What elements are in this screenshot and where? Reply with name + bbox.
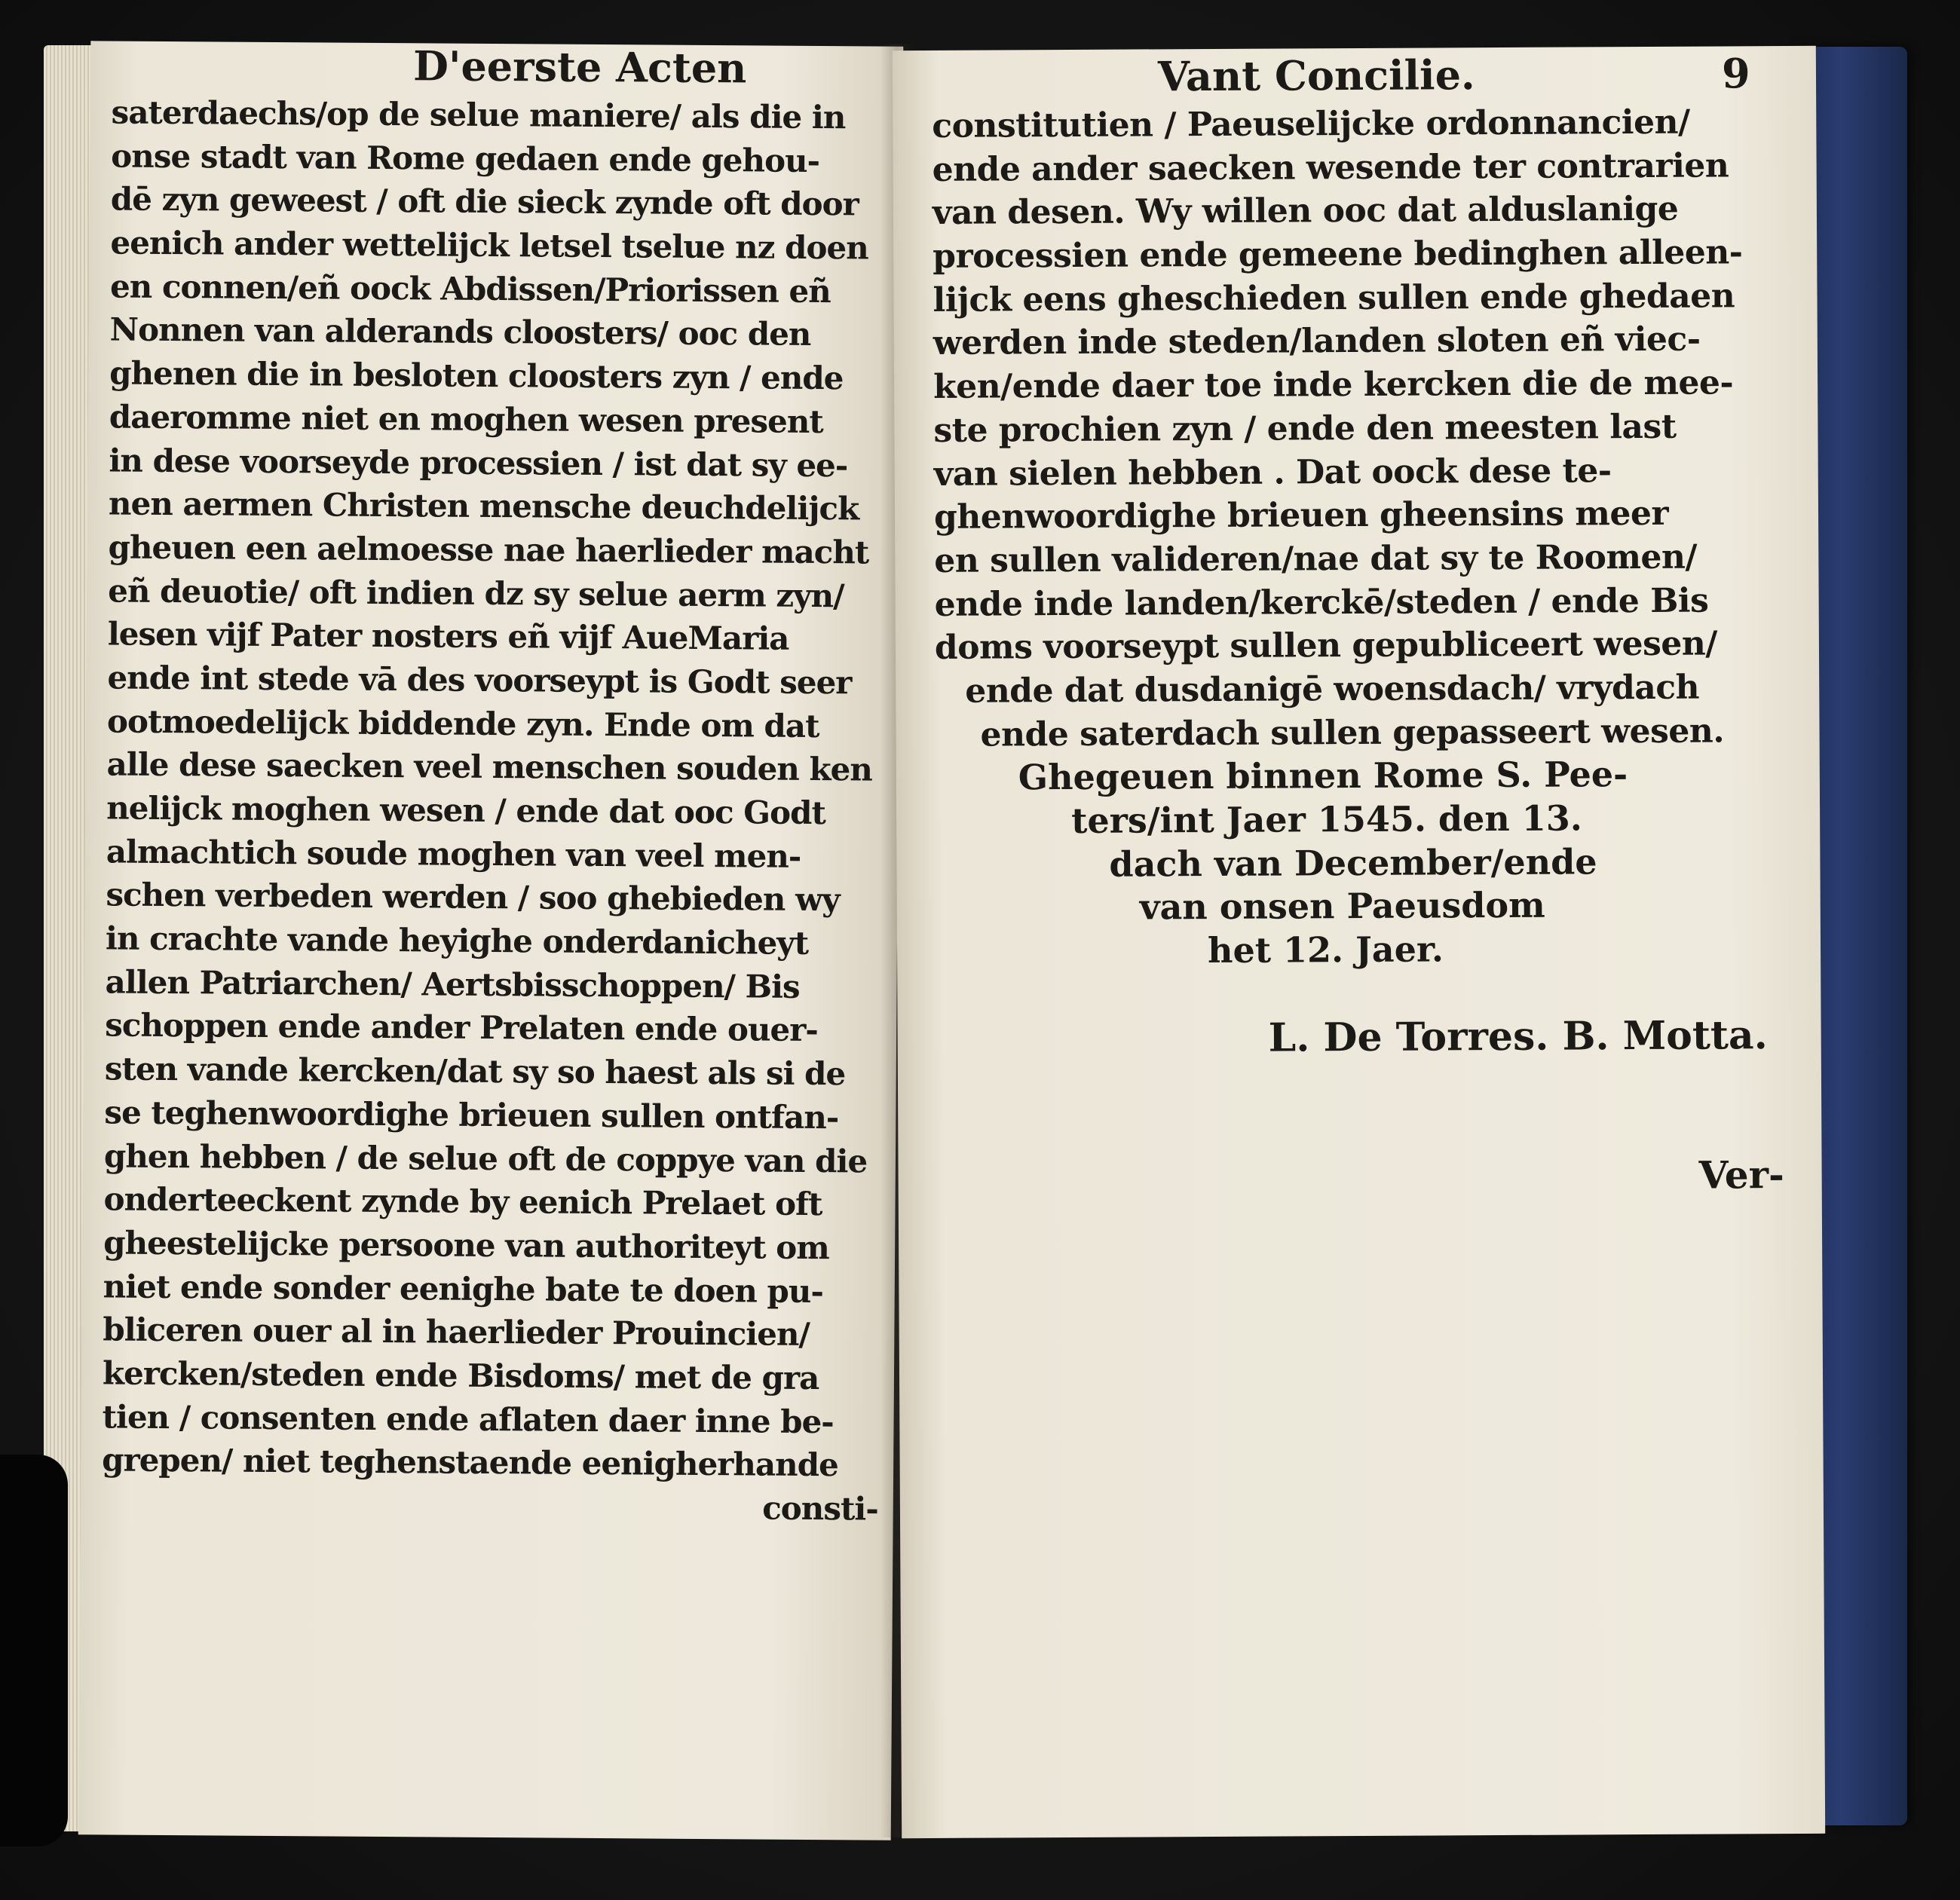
dating-block (936, 752, 1821, 974)
text-line: eñ deuotie/ oft indien dz sy selue aerm zyn/ (108, 572, 844, 614)
text-line: tien / consenten ende aflaten daer inne be- (102, 1398, 834, 1440)
text-line: van sielen hebben . Dat oock dese te- (933, 451, 1612, 494)
text-line: grepen/ niet teghenstaende eenigherhande (102, 1441, 838, 1484)
text-line: schoppen ende ander Prelaten ende ouer- (105, 1006, 818, 1049)
text-line: kercken/steden ende Bisdoms/ met de gra (102, 1354, 819, 1397)
text-line: eenich ander wettelijck letsel tselue nz doen (110, 224, 868, 267)
text-line: Nonnen van alderands cloosters/ ooc den (109, 311, 811, 353)
text-line: constitutien / Paeuselijcke ordonnancien/ (932, 102, 1690, 145)
text-line: ghenen die in besloten cloosters zyn / ende (109, 354, 844, 397)
text-line: onse stadt van Rome gedaen ende gehou- (111, 137, 820, 179)
text-line: ste prochien zyn / ende den meesten last (933, 407, 1677, 450)
dating-line: dach van December/ende (1109, 841, 1597, 885)
text-line: ghen hebben / de selue oft de coppye van die (103, 1137, 868, 1179)
text-line: in dese voorseyde processien / ist dat sy ee- (109, 441, 848, 484)
text-line: nelijck moghen wesen / ende dat ooc Godt (106, 789, 826, 832)
text-line: se teghenwoordighe brieuen sullen ontfan- (104, 1094, 839, 1137)
text-line: in crachte vande heyighe onderdanicheyt (105, 919, 809, 962)
page-number: 9 (1721, 49, 1750, 98)
text-line: processien ende gemeene bedinghen alleen- (933, 233, 1743, 277)
text-line: schen verbeden werden / soo ghebieden wy (106, 876, 840, 919)
dating-line: Ghegeuen binnen Rome S. Pee- (1018, 754, 1628, 798)
text-line: niet ende sonder eenighe bate te doen pu- (103, 1267, 824, 1310)
catchword-left: consti- (762, 1489, 878, 1528)
text-line: almachtich soude moghen van veel men- (106, 833, 801, 875)
dating-line: van onsen Paeusdom (1139, 885, 1545, 928)
dating-line: het 12. Jaer. (1207, 929, 1444, 971)
text-line: werden inde steden/landen sloten eñ viec- (933, 320, 1701, 363)
text-line: lijck eens gheschieden sullen ende ghedaen (933, 277, 1735, 320)
text-line: ootmoedelijck biddende zyn. Ende om dat (106, 702, 819, 745)
text-line: gheuen een aelmoesse nae haerlieder macht (108, 528, 869, 571)
text-line: en sullen valideren/nae dat sy te Roomen/ (934, 537, 1698, 580)
right-running-header (932, 46, 1816, 105)
text-line: allen Patriarchen/ Aertsbisschoppen/ Bis (105, 963, 800, 1005)
dating-line: ters/int Jaer 1545. den 13. (1071, 797, 1582, 841)
text-line: alle dese saecken veel menschen souden ken (106, 745, 873, 788)
text-line: ende ander saecken wesende ter contrarien (932, 146, 1729, 189)
text-line: van desen. Wy willen ooc dat alduslanige (932, 190, 1679, 233)
text-line: bliceren ouer al in haerlieder Prouincien/ (103, 1311, 810, 1354)
right-page (893, 46, 1825, 1838)
text-line: ghenwoordighe brieuen gheensins meer (933, 494, 1669, 537)
text-line: daeromme niet en moghen wesen present (109, 398, 823, 440)
left-text-block (102, 90, 903, 1531)
right-header-title: Vant Concilie. (1157, 50, 1475, 101)
text-line: ende saterdach sullen gepasseert wesen. (980, 711, 1725, 754)
right-text-block (932, 100, 1820, 757)
text-line: lesen vijf Pater nosters eñ vijf AueMaria (107, 615, 789, 658)
text-line: sten vande kercken/dat sy so haest als si de (104, 1050, 846, 1093)
text-line: ende dat dusdanigē woensdach/ vrydach (965, 668, 1700, 711)
text-line: onderteeckent zynde by eenich Prelaet oft (103, 1180, 822, 1223)
text-line: en connen/eñ oock Abdissen/Priorissen eñ (109, 268, 831, 310)
text-line: gheestelijcke persoone van authoriteyt om (103, 1224, 829, 1267)
signature-line: L. De Torres. B. Motta. (1268, 1011, 1768, 1061)
catchword-right: Ver- (1698, 1152, 1784, 1198)
text-line: ende inde landen/kerckē/steden / ende Bis (934, 581, 1709, 624)
text-line: nen aermen Christen mensche deuchdelijck (108, 485, 859, 528)
text-line: saterdaechs/op de selue maniere/ als die in (111, 93, 846, 136)
text-line: dē zyn geweest / oft die sieck zynde oft door (110, 180, 859, 223)
text-line: ken/ende daer toe inde kercken die de mee- (933, 363, 1734, 407)
text-line: doms voorseypt sullen gepubliceert wesen/ (934, 624, 1718, 668)
left-running-header: D'eerste Acten (412, 41, 747, 93)
left-page (78, 41, 904, 1840)
shadow (0, 1455, 68, 1846)
text-line: ende int stede vā des voorseypt is Godt seer (107, 659, 852, 702)
